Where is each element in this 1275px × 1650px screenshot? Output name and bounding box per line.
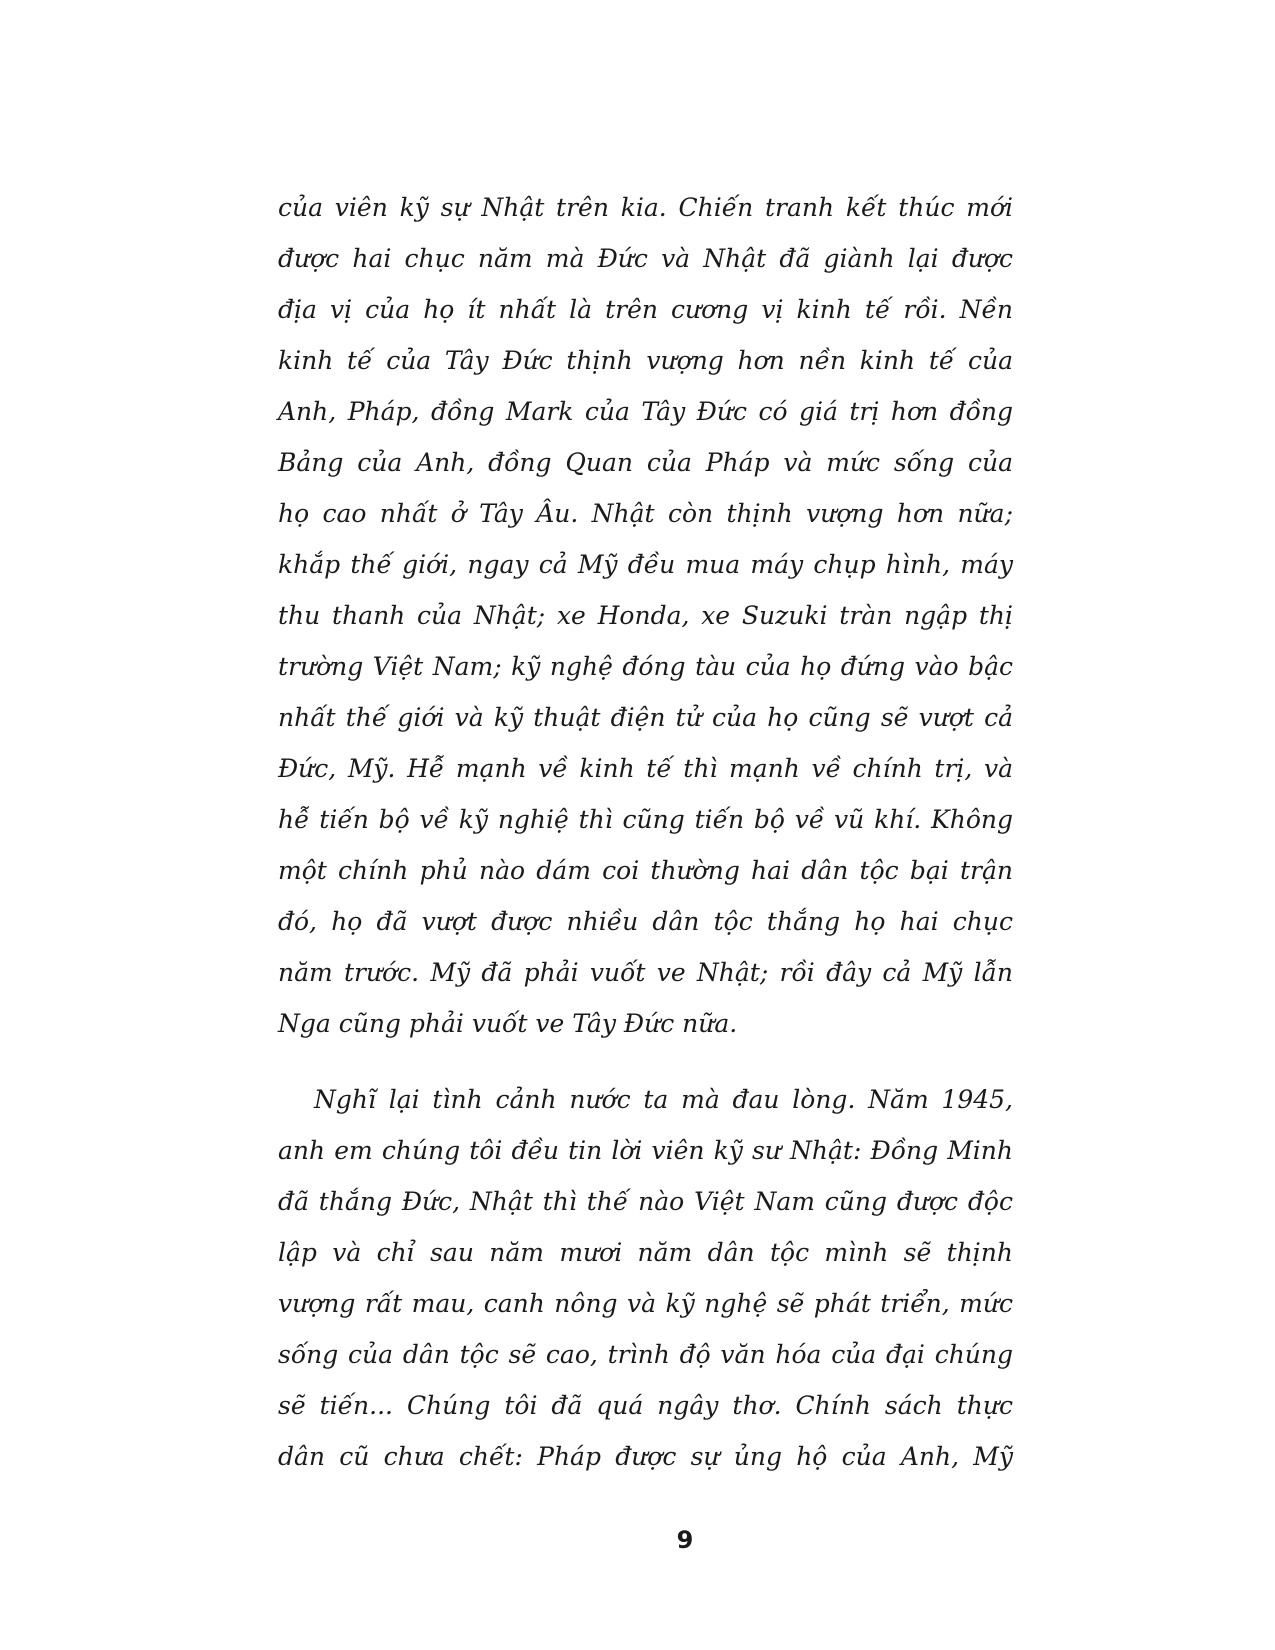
paragraph-line: Nga cũng phải vuốt ve Tây Đức nữa. <box>278 1009 738 1038</box>
page-number: 9 <box>676 1526 694 1554</box>
paragraph-2 <box>278 1074 1013 1482</box>
paragraph-line: họ cao nhất ở Tây Âu. Nhật còn thịnh vượng hơn nữa; <box>278 499 1013 528</box>
paragraph-line: Anh, Pháp, đồng Mark của Tây Đức có giá trị hơn đồng <box>278 397 1013 426</box>
paragraph-line: vượng rất mau, canh nông và kỹ nghệ sẽ phát triển, mức <box>278 1289 1013 1318</box>
paragraph-line: khắp thế giới, ngay cả Mỹ đều mua máy chụp hình, máy <box>278 550 1013 579</box>
paragraph-line: trường Việt Nam; kỹ nghệ đóng tàu của họ đứng vào bậc <box>278 652 1013 681</box>
paragraph-line: anh em chúng tôi đều tin lời viên kỹ sư Nhật: Đồng Minh <box>278 1136 1013 1165</box>
paragraph-line: địa vị của họ ít nhất là trên cương vị kinh tế rồi. Nền <box>278 295 1013 324</box>
paragraph-line: đã thắng Đức, Nhật thì thế nào Việt Nam cũng được độc <box>278 1187 1013 1216</box>
paragraph-line: một chính phủ nào dám coi thường hai dân tộc bại trận <box>278 856 1013 885</box>
paragraph-line: đó, họ đã vượt được nhiều dân tộc thắng họ hai chục <box>278 907 1013 936</box>
paragraph-line: hễ tiến bộ về kỹ nghiệ thì cũng tiến bộ về vũ khí. Không <box>278 805 1013 834</box>
paragraph-line: kinh tế của Tây Đức thịnh vượng hơn nền kinh tế của <box>278 346 1013 375</box>
paragraph-line: Đức, Mỹ. Hễ mạnh về kinh tế thì mạnh về chính trị, và <box>278 754 1013 783</box>
paragraph-line: Nghĩ lại tình cảnh nước ta mà đau lòng. Năm 1945, <box>314 1085 1013 1114</box>
paragraph-line: năm trước. Mỹ đã phải vuốt ve Nhật; rồi đây cả Mỹ lẫn <box>278 958 1013 987</box>
paragraph-line: của viên kỹ sự Nhật trên kia. Chiến tranh kết thúc mới <box>278 193 1013 222</box>
paragraph-line: sống của dân tộc sẽ cao, trình độ văn hóa của đại chúng <box>278 1340 1013 1369</box>
paragraph-1 <box>278 182 1013 1049</box>
paragraph-line: nhất thế giới và kỹ thuật điện tử của họ cũng sẽ vượt cả <box>278 703 1013 732</box>
paragraph-line: được hai chục năm mà Đức và Nhật đã giành lại được <box>278 244 1013 273</box>
paragraph-line: lập và chỉ sau năm mươi năm dân tộc mình sẽ thịnh <box>278 1238 1013 1267</box>
paragraph-line: dân cũ chưa chết: Pháp được sự ủng hộ của Anh, Mỹ <box>278 1442 1013 1471</box>
paragraph-line: sẽ tiến... Chúng tôi đã quá ngây thơ. Chính sách thực <box>278 1391 1013 1420</box>
paragraph-line: Bảng của Anh, đồng Quan của Pháp và mức sống của <box>278 448 1013 477</box>
paragraph-line: thu thanh của Nhật; xe Honda, xe Suzuki tràn ngập thị <box>278 601 1013 630</box>
